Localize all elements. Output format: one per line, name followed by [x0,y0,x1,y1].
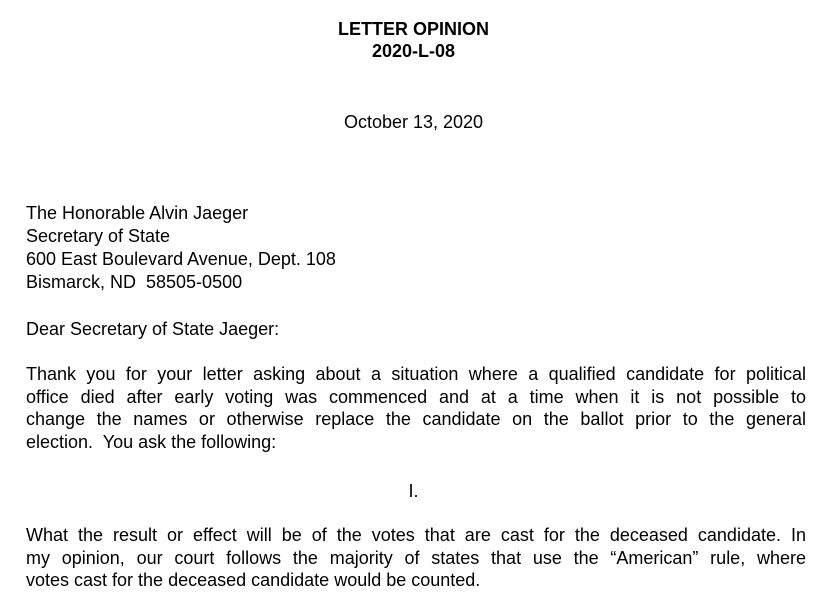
opinion-number: 2020-L-08 [371,41,456,61]
paragraph-intro [26,363,806,454]
paragraph-line: my opinion, our court follows the majority of states that use the “American” rule, where [26,547,806,568]
recipient-title: Secretary of State [26,226,171,246]
paragraph-line: office died after early voting was commenced and at a time when it is not possible to [26,386,806,407]
recipient-city: Bismarck, ND 58505-0500 [26,272,243,292]
recipient-name: The Honorable Alvin Jaeger [26,203,249,223]
document-title: LETTER OPINION [337,19,489,39]
recipient-street: 600 East Boulevard Avenue, Dept. 108 [26,249,336,269]
letter-date: October 13, 2020 [343,112,484,132]
paragraph-line: change the names or otherwise replace the candidate on the ballot prior to the general [26,409,806,430]
paragraph-line: What the result or effect will be of the votes that are cast for the deceased candidate. In [26,525,806,545]
paragraph-line: votes cast for the deceased candidate would be counted. [26,570,481,591]
recipient-address [26,202,806,294]
salutation: Dear Secretary of State Jaeger: [26,319,280,339]
section-number: I. [408,481,419,501]
paragraph-answer [26,524,806,592]
paragraph-line: Thank you for your letter asking about a situation where a qualified candidate for political [26,364,806,384]
paragraph-line: election. You ask the following: [26,432,277,453]
